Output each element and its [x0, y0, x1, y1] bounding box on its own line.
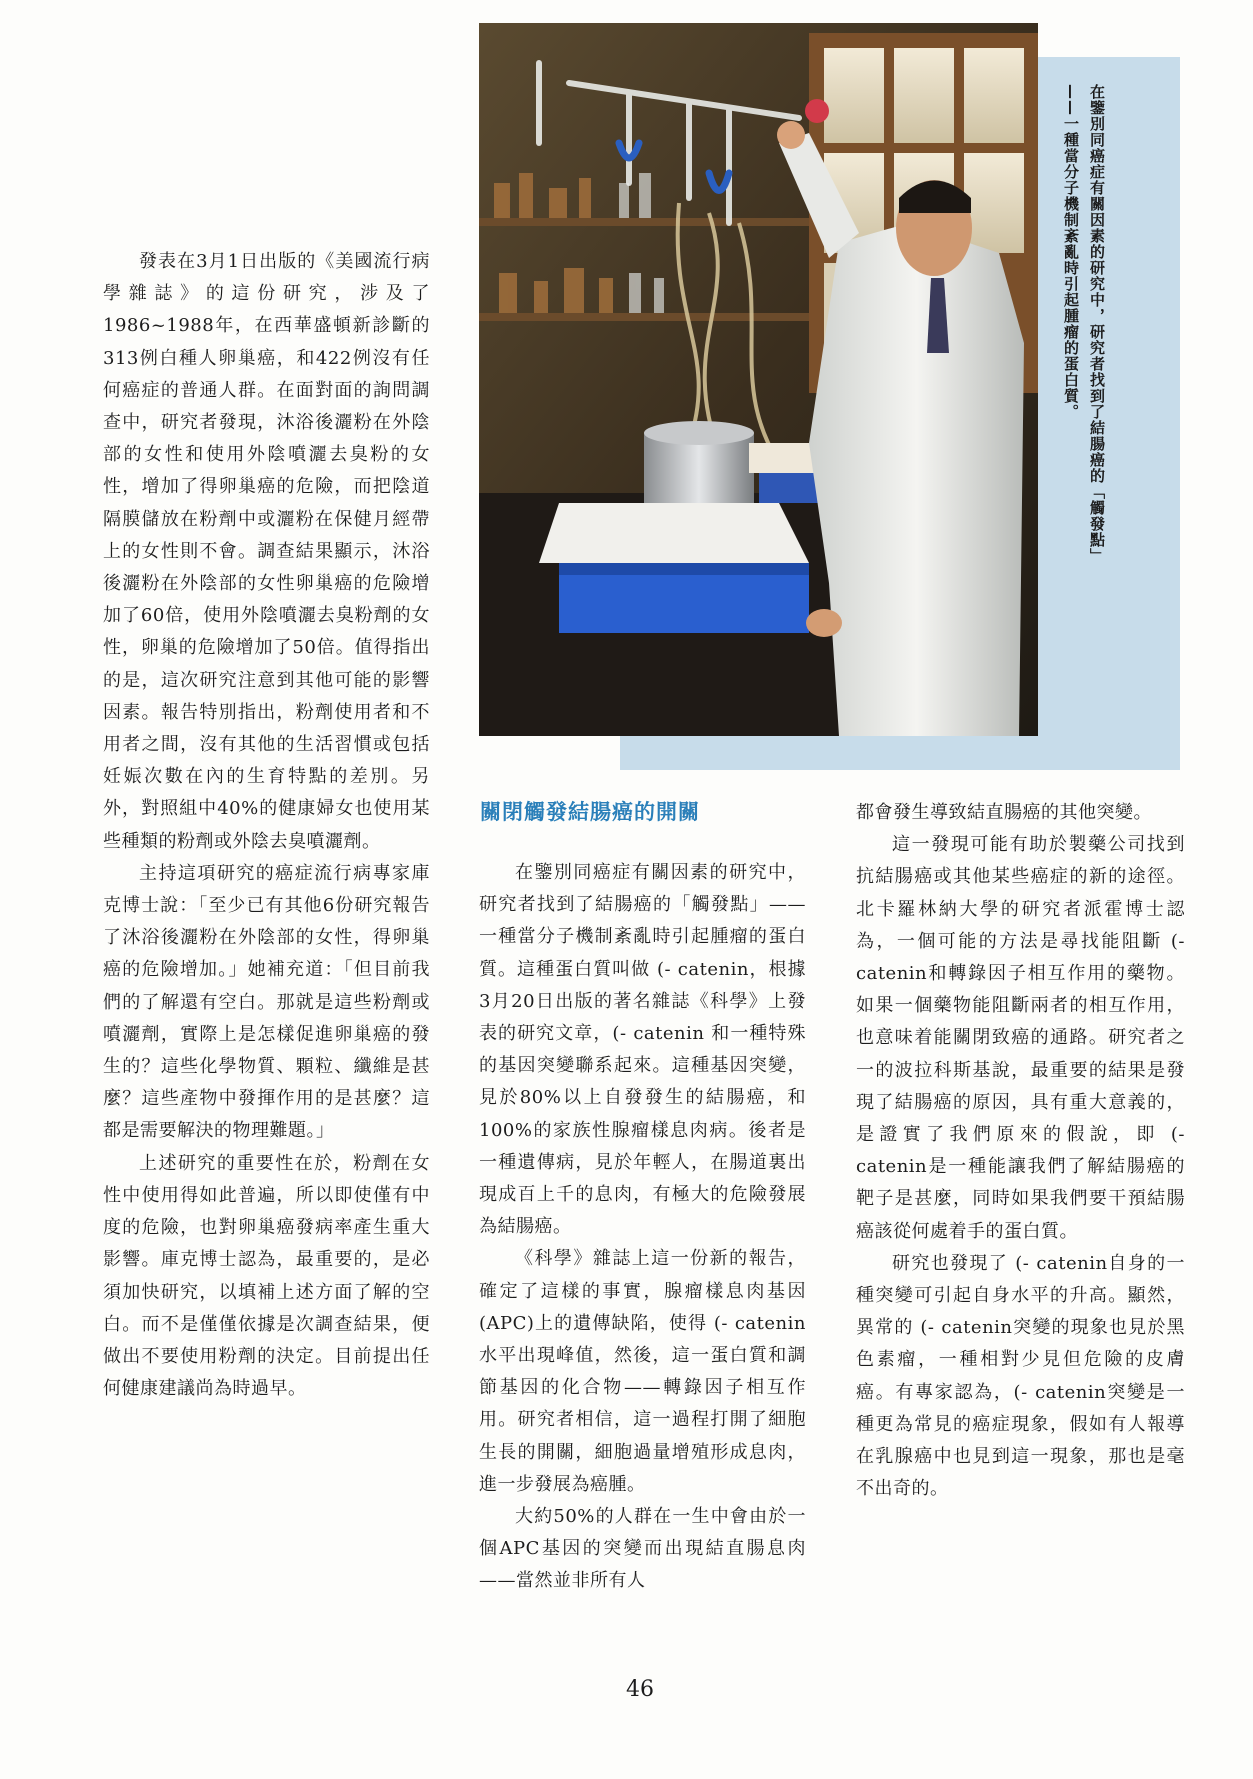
lab-photo: [479, 23, 1038, 736]
photo-caption: [1058, 84, 1110, 664]
page-number: 46: [626, 1677, 654, 1702]
right-paragraph-2: 研究也發現了 (- catenin自身的一種突變可引起自身水平的升高。顯然，異常的 (- catenin突變的現象也見於黑色素瘤，一種相對少見但危險的皮膚癌。有專家認為，(- catenin突變是一種更為常見的癌症現象，假如有人報導在乳腺癌中也見到這一現象，那也是毫不出奇的。: [856, 1252, 1185, 1500]
caption-line-2: ——一種當分子機制紊亂時引起腫瘤的蛋白質。: [1062, 84, 1080, 420]
right-column: [856, 797, 1185, 1505]
caption-line-1: 在鑒別同癌症有關因素的研究中，研究者找到了結腸癌的「觸發點」: [1088, 84, 1106, 564]
section-heading: 關閉觸發結腸癌的開關: [480, 800, 700, 824]
middle-paragraph-1: 在鑒別同癌症有關因素的研究中，研究者找到了結腸癌的「觸發點」——一種當分子機制紊亂時引起腫瘤的蛋白質。這種蛋白質叫做 (- catenin，根據3月20日出版的著名雜誌《科學》上發表的研究文章，(- catenin 和一種特殊的基因突變聯系起來。這種基因突變，見於80%以上自發發生的結腸癌，和100%的家族性腺瘤樣息肉病。後者是一種遺傳病，見於年輕人，在腸道裏出現成百上千的息肉，有極大的危險發展為結腸癌。: [479, 862, 806, 1238]
right-paragraph-continuation: 都會發生導致結直腸癌的其他突變。: [856, 802, 1152, 823]
left-column: [103, 246, 430, 1405]
middle-paragraph-2: 《科學》雜誌上這一份新的報告，確定了這樣的事實，腺瘤樣息肉基因(APC)上的遺傳缺陷，使得 (- catenin水平出現峰值，然後，這一蛋白質和調節基因的化合物——轉錄因子相互作用。研究者相信，這一過程打開了細胞生長的開關，細胞過量增殖形成息肉，進一步發展為癌腫。: [479, 1248, 806, 1495]
middle-paragraph-3: 大約50%的人群在一生中會由於一個APC基因的突變而出現結直腸息肉——當然並非所有人: [479, 1506, 806, 1592]
caption-band: [620, 736, 1038, 770]
right-paragraph-1: 這一發現可能有助於製藥公司找到抗結腸癌或其他某些癌症的新的途徑。北卡羅林納大學的研究者派霍博士認為，一個可能的方法是尋找能阻斷 (- catenin和轉錄因子相互作用的藥物。如果一個藥物能阻斷兩者的相互作用，也意味着能關閉致癌的通路。研究者之一的波拉科斯基說，最重要的結果是發現了結腸癌的原因，具有重大意義的，是證實了我們原來的假說，即 (- catenin是一種能讓我們了解結腸癌的靶子是甚麼，同時如果我們要干預結腸癌該從何處着手的蛋白質。: [856, 834, 1185, 1242]
middle-column: [479, 857, 806, 1598]
left-paragraph-2: 主持這項研究的癌症流行病專家庫克博士說：「至少已有其他6份研究報告了沐浴後灑粉在外陰部的女性，得卵巢癌的危險增加。」她補充道：「但目前我們的了解還有空白。那就是這些粉劑或噴灑劑，實際上是怎樣促進卵巢癌的發生的？這些化學物質、顆粒、纖維是甚麼？這些產物中發揮作用的是甚麼？這都是需要解決的物理難題。」: [103, 862, 430, 1142]
left-paragraph-3: 上述研究的重要性在於，粉劑在女性中使用得如此普遍，所以即使僅有中度的危險，也對卵巢癌發病率產生重大影響。庫克博士認為，最重要的，是必須加快研究，以填補上述方面了解的空白。而不是僅僅依據是次調查結果，便做出不要使用粉劑的決定。目前提出任何健康建議尚為時過早。: [103, 1152, 430, 1400]
left-paragraph-1: 發表在3月1日出版的《美國流行病學雜誌》的這份研究，涉及了1986~1988年，在西華盛頓新診斷的313例白種人卵巢癌，和422例沒有任何癌症的普通人群。在面對面的詢問調查中，研究者發現，沐浴後灑粉在外陰部的女性和使用外陰噴灑去臭粉的女性，增加了得卵巢癌的危險，而把陰道隔膜儲放在粉劑中或灑粉在保健月經帶上的女性則不會。調查結果顯示，沐浴後灑粉在外陰部的女性卵巢癌的危險增加了60倍，使用外陰噴灑去臭粉劑的女性，卵巢的危險增加了50倍。值得指出的是，這次研究注意到其他可能的影響因素。報告特別指出，粉劑使用者和不用者之間，沒有其他的生活習慣或包括妊娠次數在內的生育特點的差別。另外，對照組中40%的健康婦女也使用某些種類的粉劑或外陰去臭噴灑劑。: [103, 251, 430, 852]
lab-photo-illustration: [479, 23, 1038, 736]
